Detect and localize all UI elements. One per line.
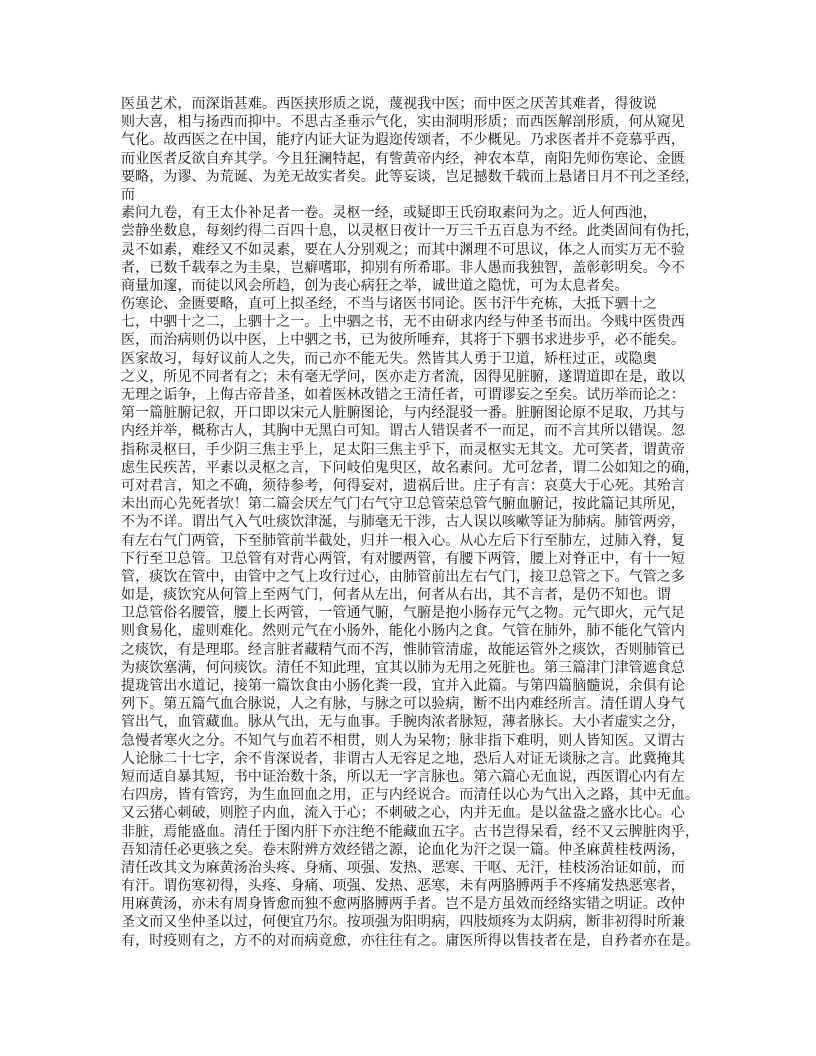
text-line: 医虽艺术，而深诣甚难。西医挟形质之说，蔑视我中医；而中医之厌苦其难者，得彼说 <box>121 96 657 112</box>
text-line: 有，时疫则有之，方不的对而病竟愈，亦往往有之。庸医所得以售技者在是，自矜者亦在是。 <box>121 932 700 949</box>
text-line: 短而适自暴其短，书中证治数十条，所以无一字言脉也。第六篇心无血说，西医谓心内有左 <box>121 768 685 785</box>
text-line: 管出气，血管藏血。脉从气出，无与血事。手腕肉浓者脉短，薄者脉长。大小者虚实之分， <box>121 714 685 731</box>
text-line: 气化。故西医之在中国，能疗内证大证为遐迩传颂者，不少概见。乃求医者并不竞慕乎西， <box>121 132 685 149</box>
text-line: 列下。第五篇气血合脉说，人之有脉，与脉之可以验病，断不出内难经所言。清任谓人身气 <box>121 696 685 713</box>
text-line: 无理之诟争，上侮古帝昔圣，如着医林改错之王清任者，可谓谬妄之至矣。试历举而论之： <box>121 387 685 403</box>
text-line: 急慢者寒火之分。不知气与血若不相贯，则人为呆物；脉非指下难明，则人皆知医。又谓古 <box>121 732 685 749</box>
text-line: 用麻黄汤，亦未有周身皆愈而独不愈两胳膊两手者。岂不是方虽效而经络实错之明证。改仲 <box>121 896 685 913</box>
text-line: 第一篇脏腑记叙，开口即以宋元人脏腑图论，与内经混驳一番。脏腑图论原不足取，乃其与 <box>121 405 685 422</box>
text-line: 伤寒论、金匮要略，直可上拟圣经，不当与诸医书同论。医书汗牛充栋，大抵下驷十之 <box>121 296 657 313</box>
text-line: 尝静坐数息，每刻约得二百四十息，以灵枢日夜计一万三千五百息为不经。此类固间有伪托， <box>121 223 700 240</box>
text-line: 如是，痰饮究从何管上至两气门，何者从左出，何者从右出，其不言者，是仍不知也。谓 <box>121 587 671 604</box>
text-line: 有汗。谓伤寒初得，头疼、身痛、项强、发热、恶寒，未有两胳膊两手不疼痛发热恶寒者， <box>121 878 685 895</box>
text-line: 不为不详。谓出气入气吐痰饮津涎，与肺毫无干涉，古人误以咳嗽等证为肺病。肺管两旁， <box>121 514 685 531</box>
text-line: 医家故习，每好议前人之失，而己亦不能无失。然皆其人勇于卫道，矫枉过正，或隐奥 <box>121 350 657 367</box>
text-line: 灵不如素，难经又不如灵素，要在人分别观之；而其中渊理不可思议，体之人而实万无不验 <box>121 241 685 258</box>
text-line: 之痰饮，有是理耶。经言脏者藏精气而不泻，惟肺管清虚，故能运管外之痰饮，否则肺管已 <box>121 641 685 658</box>
text-line: 吾知清任必更骇之矣。卷末附辨方效经错之源，论血化为汗之误一篇。仲圣麻黄桂枝两汤， <box>121 841 685 858</box>
text-line: 可对君言，知之不确，须待参考，何得妄对，遗祸后世。庄子有言：哀莫大于心死。其殆言 <box>121 477 685 494</box>
text-line: 商量加邃，而徒以风会所趋，创为丧心病狂之举，诚世道之隐忧，可为太息者矣。 <box>121 277 629 294</box>
text-line: 提珑管出水道记，接第一篇饮食由小肠化粪一段，宜并入此篇。与第四篇脑髓说，余俱有论 <box>121 678 685 694</box>
text-line: 素问九卷，有王太仆补足者一卷。灵枢一经，或疑即王氏窃取素问为之。近人何西池， <box>121 205 657 222</box>
text-line: 而 <box>121 186 136 203</box>
text-line: 清任改其文为麻黄汤治头疼、身痛、项强、发热、恶寒、干呕、无汗，桂枝汤治证如前，而 <box>121 859 685 876</box>
text-line: 右四房，皆有管窍，为生血回血之用，正与内经说合。而清任以心为气出入之路，其中无血。 <box>121 787 700 804</box>
text-line: 又云猪心刺破，则腔子内血，流入于心；不刺破之心，内并无血。是以盆盎之盛水比心。心 <box>121 805 685 822</box>
text-line: 要略，为谬、为荒诞、为羌无故实者矣。此等妄谈，岂足撼数千载而上悬诸日月不刊之圣经， <box>121 168 700 185</box>
text-line: 者，已数千载奉之为圭臬，岂癖嗜耶，抑别有所希耶。非人愚而我独智，盖彰彰明矣。今不 <box>121 259 685 276</box>
text-line: 指称灵枢曰，手少阴三焦主乎上，足太阳三焦主乎下，而灵枢实无其文。尤可笑者，谓黄帝 <box>121 441 685 458</box>
text-line: 未出而心先死者欤！第二篇会厌左气门右气守卫总管荣总管气腑血腑记，按此篇记其所见， <box>121 496 685 513</box>
text-line: 虑生民疾苦，平素以灵枢之言，下问岐伯鬼臾区，故名素问。尤可忿者，谓二公如知之的确， <box>121 459 700 476</box>
text-line: 圣文而又坐仲圣以过，何便宜乃尔。按项强为阳明病，四肢烦疼为太阴病，断非初得时所兼 <box>121 914 685 931</box>
text-line: 人论脉二十七字，余不肯深说者，非谓古人无容足之地，恐后人对证无谈脉之言。此冀掩其 <box>121 750 685 767</box>
text-line: 非脏，焉能盛血。清任于图内肝下亦注绝不能藏血五字。古书岂得呆看，经不又云脾脏肉乎， <box>121 823 700 840</box>
text-line: 管，痰饮在管中，由管中之气上攻行过心，由肺管前出左右气门，接卫总管之下。气管之多 <box>121 568 685 585</box>
text-line: 有左右气门两管，下至肺管前半截处，归并一根入心。从心左后下行至肺左，过肺入脊，复 <box>121 532 685 549</box>
text-line: 而业医者反欲自弃其学。今且狂澜特起，有訾黄帝内经，神农本草，南阳先师伤寒论、金匮 <box>121 150 685 167</box>
text-line: 则食易化，虚则难化。然则元气在小肠外，能化小肠内之食。气管在肺外，肺不能化气管内 <box>121 623 685 640</box>
text-line: 内经并举，概称古人，其胸中无黑白可知。谓古人错误者不一而足，而不言其所以错误。忽 <box>121 423 685 440</box>
text-line: 七，中驷十之二，上驷十之一。上中驷之书，无不由研求内经与仲圣书而出。今贱中医贵西 <box>121 314 685 331</box>
text-line: 则大喜，相与扬西而抑中。不思古圣垂示气化，实由洞明形质；而西医解剖形质，何从窥见 <box>121 114 685 131</box>
text-line: 医，而治病则仍以中医，上中驷之书，已为彼所唾弃，其将于下驷书求进步乎，必不能矣。 <box>121 332 685 349</box>
text-line: 下行至卫总管。卫总管有对背心两管，有对腰两管，有腰下两管，腰上对脊正中，有十一短 <box>121 550 685 567</box>
body-text <box>121 95 721 950</box>
text-line: 卫总管俗名腰管，腰上长两管，一管通气腑，气腑是抱小肠存元气之物。元气即火，元气足 <box>121 605 685 622</box>
text-line: 之义，所见不同者有之；未有毫无学问，医亦走方者流，因得见脏腑，遂谓道即在是，敢以 <box>121 368 685 385</box>
text-line: 为痰饮塞满，何问痰饮。清任不知此理，宜其以肺为无用之死脏也。第三篇津门津管遮食总 <box>121 659 685 676</box>
